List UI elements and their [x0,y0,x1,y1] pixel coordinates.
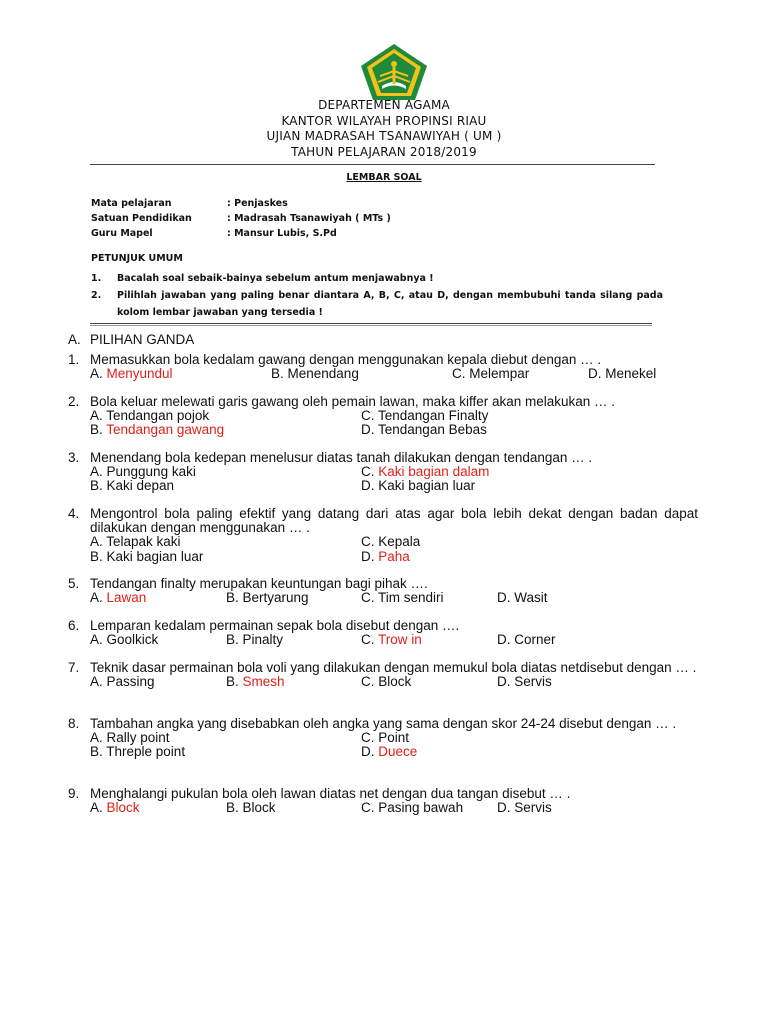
question-text: Tendangan finalty merupakan keuntungan bagi pihak …. [90,576,428,591]
option-text: Menendang [287,366,359,382]
question-number: 7. [68,660,80,675]
answer-option [90,675,155,689]
option-letter: B. [226,632,243,648]
option-text: Passing [106,674,155,690]
option-text: Wasit [514,590,548,606]
answer-option [361,535,420,549]
instruction-text: Bacalah soal sebaik-bainya sebelum antum menjawabnya ! [117,273,434,284]
option-text: Pasing bawah [378,800,464,816]
option-letter: D. [361,744,379,760]
question-text: Bola keluar melewati garis gawang oleh pemain lawan, maka kiffer akan melakukan … . [90,394,616,409]
option-letter: C. [361,730,379,746]
question-stem [68,661,698,675]
option-text: Kaki bagian luar [106,548,204,564]
answer-option [90,465,196,479]
instruction-number: 2. [91,290,102,301]
answer-option [361,550,410,564]
answer-option [90,535,181,549]
option-text-correct: Trow in [378,632,422,648]
answer-option [497,801,552,815]
option-text-correct: Block [106,800,140,816]
option-letter: C. [361,800,379,816]
option-letter: D. [497,632,515,648]
option-letter: D. [497,800,515,816]
question-number: 5. [68,576,80,591]
option-text: Tendangan pojok [106,408,210,424]
option-letter: C. [361,464,379,480]
info-value: : Penjaskes [227,198,288,209]
option-text: Tim sendiri [378,590,444,606]
instructions-title: PETUNJUK UMUM [91,253,183,264]
question-5 [68,577,698,605]
option-text: Goolkick [106,632,159,648]
option-letter: C. [361,632,379,648]
option-text: Servis [514,800,552,816]
option-text-correct: Smesh [242,674,285,690]
option-letter: A. [90,534,107,550]
answer-option [90,423,224,437]
answer-option [361,675,411,689]
info-value: : Madrasah Tsanawiyah ( MTs ) [227,213,391,224]
question-text: Menendang bola kedepan menelusur diatas tanah dilakukan dengan tendangan … . [90,450,593,465]
question-stem [68,787,698,801]
options-row [68,550,698,564]
option-letter: B. [226,674,243,690]
answer-option [361,479,475,493]
question-8 [68,717,698,760]
header-line: TAHUN PELAJARAN 2018/2019 [291,144,477,159]
option-letter: B. [226,590,243,606]
divider [90,323,652,324]
question-number: 1. [68,352,80,367]
options-row [68,479,698,493]
question-text: Teknik dasar permainan bola voli yang dilakukan dengan memukul bola diatas netdisebut dengan … . [90,660,697,675]
question-text: Memasukkan bola kedalam gawang dengan menggunakan kepala diebut dengan … . [90,352,602,367]
option-text: Bertyarung [242,590,309,606]
option-text-correct: Menyundul [106,366,173,382]
header-line: DEPARTEMEN AGAMA [318,98,450,112]
divider [90,164,655,165]
answer-option [226,801,276,815]
question-stem [68,395,698,409]
option-text: Block [378,674,412,690]
question-3 [68,451,698,494]
info-label: Guru Mapel [91,228,153,239]
answer-option [226,591,309,605]
option-letter: D. [588,366,606,382]
answer-option [90,745,185,759]
question-text: Tambahan angka yang disebabkan oleh angka yang sama dengan skor 24-24 disebut dengan … . [90,716,677,731]
header-line: UJIAN MADRASAH TSANAWIYAH ( UM ) [266,129,502,143]
option-letter: D. [361,422,379,438]
option-letter: D. [497,590,515,606]
question-number: 2. [68,394,80,409]
question-number: 9. [68,786,80,801]
option-letter: C. [452,366,470,382]
option-text: Corner [514,632,556,648]
option-letter: B. [90,422,107,438]
sheet-title: LEMBAR SOAL [346,172,422,183]
option-letter: C. [361,674,379,690]
option-text: Block [242,800,276,816]
options-row [68,423,698,437]
options-row [68,731,698,745]
answer-option [361,633,422,647]
options-row [68,675,698,689]
question-stem [68,717,698,731]
option-letter: B. [90,548,107,564]
answer-option [361,423,487,437]
option-text: Point [378,730,410,746]
answer-option [361,591,444,605]
question-text: Lemparan kedalam permainan sepak bola disebut dengan …. [90,618,460,633]
question-9 [68,787,698,815]
option-letter: D. [497,674,515,690]
question-stem [68,353,698,367]
answer-option [271,367,359,381]
options-row [68,591,698,605]
info-value: : Mansur Lubis, S.Pd [227,228,337,239]
answer-option [361,465,489,479]
answer-option [90,731,170,745]
question-stem [68,507,698,535]
ministry-logo-icon [358,42,430,102]
header-line: KANTOR WILAYAH PROPINSI RIAU [281,113,487,128]
option-text: Rally point [106,730,170,746]
options-row [68,535,698,549]
option-letter: D. [361,478,379,494]
option-letter: D. [361,548,379,564]
instruction-number: 1. [91,273,102,284]
question-stem [68,577,698,591]
instruction-item [91,287,663,321]
option-text: Tendangan Bebas [378,422,487,438]
instructions-list [91,270,663,321]
question-stem [68,451,698,465]
option-text-correct: Duece [378,744,418,760]
divider [90,325,652,326]
answer-option [361,801,463,815]
option-text: Servis [514,674,552,690]
answer-option [588,367,656,381]
answer-option [90,479,174,493]
option-text: Telapak kaki [106,534,181,550]
option-text-correct: Kaki bagian dalam [378,464,490,480]
option-letter: A. [90,366,107,382]
options-row [68,633,698,647]
option-text: Kaki bagian luar [378,478,476,494]
question-1 [68,353,698,381]
option-letter: C. [361,590,379,606]
option-letter: A. [90,800,107,816]
answer-option [497,675,552,689]
question-text: Menghalangi pukulan bola oleh lawan diatas net dengan dua tangan disebut … . [90,786,571,801]
option-text: Tendangan Finalty [378,408,489,424]
answer-option [226,633,283,647]
options-row [68,409,698,423]
section-letter: A. [68,332,81,347]
option-text: Menekel [605,366,657,382]
option-letter: A. [90,674,107,690]
option-letter: A. [90,464,107,480]
option-text-correct: Lawan [106,590,147,606]
option-text: Kepala [378,534,421,550]
option-letter: A. [90,632,107,648]
answer-option [361,745,417,759]
answer-option [90,367,173,381]
option-letter: A. [90,408,107,424]
answer-option [90,633,158,647]
question-number: 4. [68,506,80,521]
question-4 [68,507,698,564]
option-letter: B. [226,800,243,816]
exam-header [0,98,768,160]
info-label: Mata pelajaran [91,198,172,209]
question-7 [68,661,698,689]
section-heading [68,332,194,347]
options-row [68,367,698,381]
option-text: Melempar [469,366,530,382]
answer-option [226,675,285,689]
options-row [68,465,698,479]
question-stem [68,619,698,633]
info-label: Satuan Pendidikan [91,213,192,224]
answer-option [90,409,209,423]
answer-option [361,409,488,423]
options-row [68,745,698,759]
section-title: PILIHAN GANDA [90,332,195,347]
option-letter: A. [90,730,107,746]
option-letter: B. [90,744,107,760]
answer-option [90,591,146,605]
options-row [68,801,698,815]
answer-option [452,367,529,381]
answer-option [497,633,556,647]
option-text-correct: Tendangan gawang [106,422,225,438]
answer-option [90,550,203,564]
option-letter: B. [90,478,107,494]
instruction-item [91,270,663,287]
question-number: 3. [68,450,80,465]
answer-option [90,801,140,815]
option-text: Pinalty [242,632,284,648]
question-number: 6. [68,618,80,633]
option-letter: C. [361,408,379,424]
option-text: Kaki depan [106,478,175,494]
option-text: Punggung kaki [106,464,196,480]
answer-option [361,731,409,745]
option-text-correct: Paha [378,548,410,564]
instruction-text: Pilihlah jawaban yang paling benar diantara A, B, C, atau D, dengan membubuhi tanda silang pada kolom lembar jawaban yang tersedia ! [117,290,663,318]
answer-option [497,591,548,605]
option-letter: C. [361,534,379,550]
option-letter: B. [271,366,288,382]
question-6 [68,619,698,647]
option-text: Threple point [106,744,186,760]
option-letter: A. [90,590,107,606]
question-text: Mengontrol bola paling efektif yang datang dari atas agar bola lebih dekat dengan badan dapat dilakukan dengan menggunakan … . [90,506,698,536]
question-number: 8. [68,716,80,731]
question-2 [68,395,698,438]
